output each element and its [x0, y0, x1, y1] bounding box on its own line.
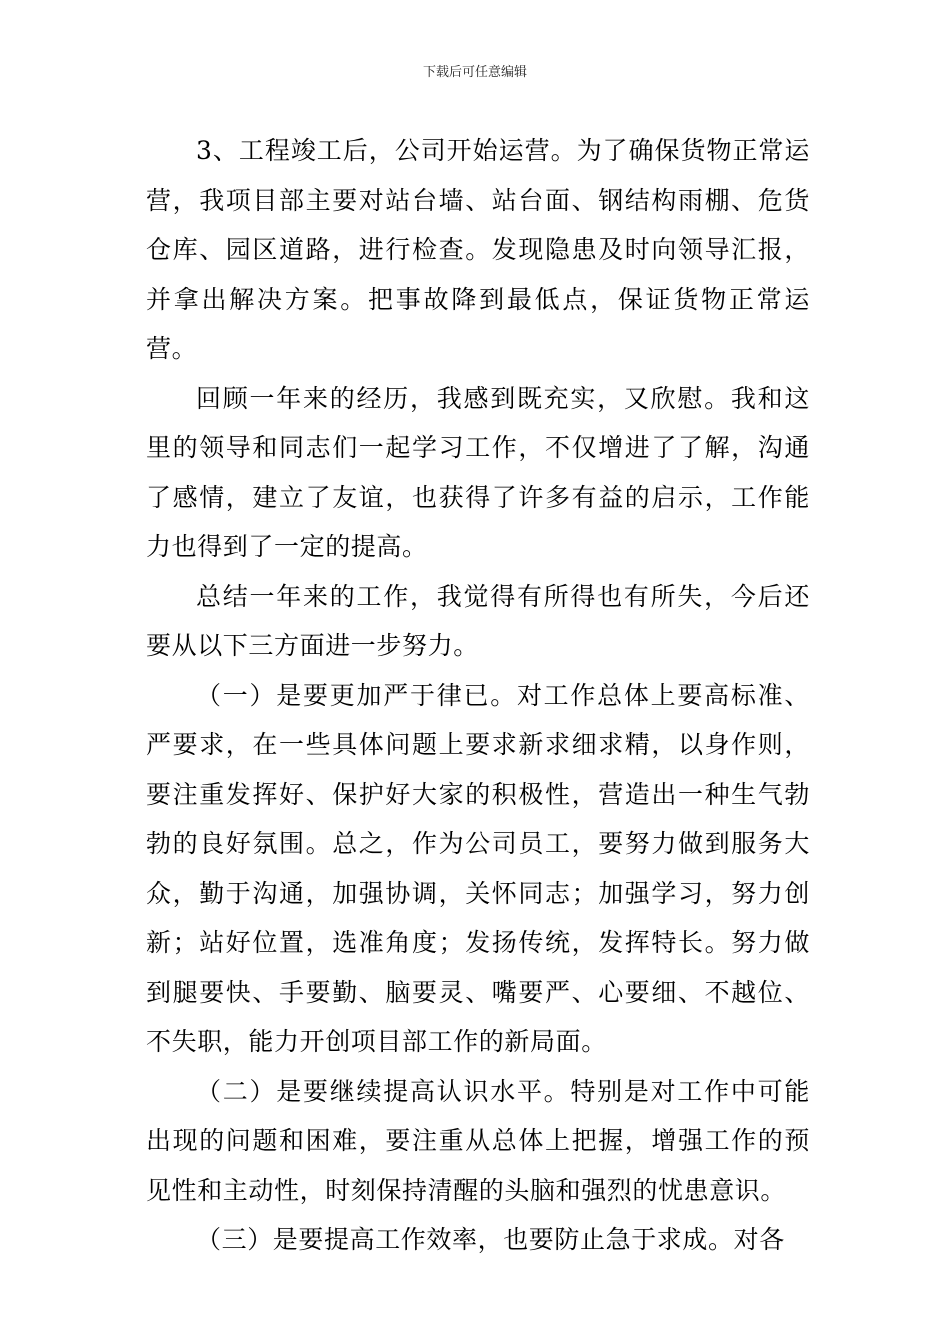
document-body: [146, 126, 810, 1265]
paragraph-summary: 总结一年来的工作，我觉得有所得也有所失，今后还要从以下三方面进一步努力。: [146, 581, 810, 660]
paragraph-year-review: 回顾一年来的经历，我感到既充实，又欣慰。我和这里的领导和同志们一起学习工作，不仅增进了了解，沟通了感情，建立了友谊，也获得了许多有益的启示，工作能力也得到了一定的提高。: [146, 383, 810, 561]
paragraph-point-one: （一）是要更加严于律已。对工作总体上要高标准、严要求，在一些具体问题上要求新求细求精，以身作则，要注重发挥好、保护好大家的积极性，营造出一种生气勃勃的良好氛围。总之，作为公司员工，要努力做到服务大众，勤于沟通，加强协调，关怀同志；加强学习，努力创新；站好位置，选准角度；发扬传统，发挥特长。努力做到腿要快、手要勤、脑要灵、嘴要严、心要细、不越位、不失职，能力开创项目部工作的新局面。: [146, 680, 810, 1056]
paragraph-operations-inspection: 3、工程竣工后，公司开始运营。为了确保货物正常运营，我项目部主要对站台墙、站台面、钢结构雨棚、危货仓库、园区道路，进行检查。发现隐患及时向领导汇报，并拿出解决方案。把事故降到最低点，保证货物正常运营。: [146, 136, 810, 363]
paragraph-point-three: （三）是要提高工作效率，也要防止急于求成。对各: [196, 1225, 785, 1254]
page-header: 下载后可任意编辑: [422, 65, 527, 80]
paragraph-point-two: （二）是要继续提高认识水平。特别是对工作中可能出现的问题和困难，要注重从总体上把握，增强工作的预见性和主动性，时刻保持清醒的头脑和强烈的忧患意识。: [146, 1076, 810, 1205]
